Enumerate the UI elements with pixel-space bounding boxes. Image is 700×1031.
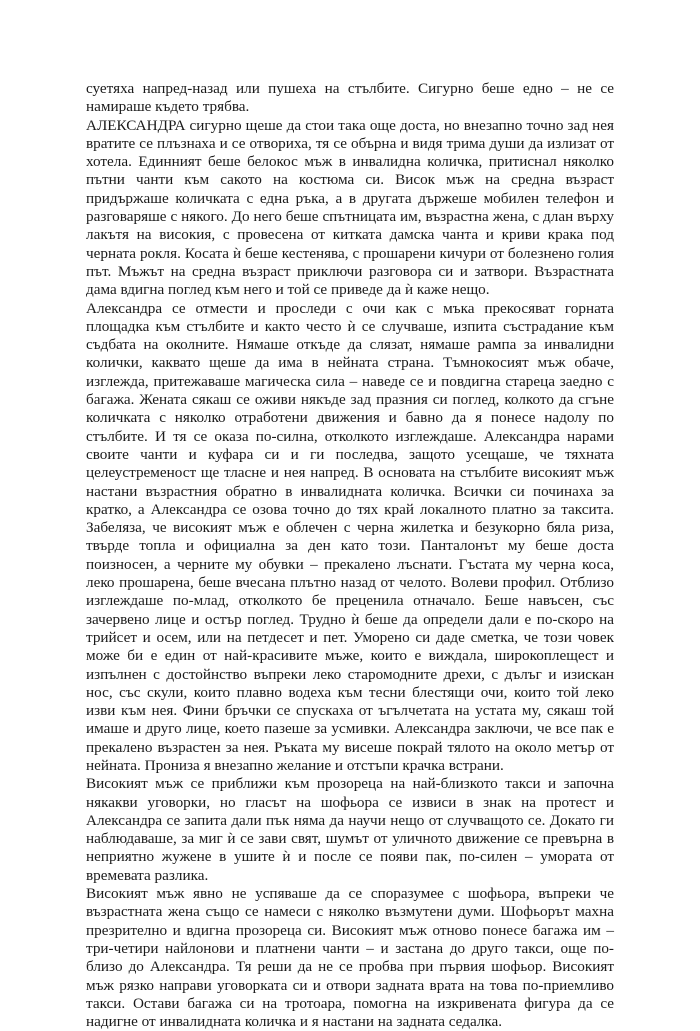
paragraph-4: Високият мъж се приближи към прозореца на най-близкото такси и започна някакви уговорки, но гласът на шофьора се извиси в знак на протест и Александра се запита дали пък няма да научи нещо от случващото се. Докато ги наблюдаваше, за миг ѝ се зави свят, шумът от уличното движение се превърна в неприятно жужене в ушите ѝ и после се появи пак, по-силен – умората от времевата разлика. — [86, 775, 614, 884]
paragraph-1: суетяха напред-назад или пушеха на стълбите. Сигурно беше едно – не се намираше където трябва. — [86, 80, 614, 116]
paragraph-5: Високият мъж явно не успяваше да се споразумее с шофьора, въпреки че възрастната жена също се намеси с няколко възмутени думи. Шофьорът махна презрително и вдигна прозореца си. Високият мъж отново понесе багажа им – три-четири найлонови и платнени чанти – и застана до друго такси, още по-близо до Александра. Тя реши да не се пробва при първия шофьор. Високият мъж рязко направи уговорката си и отвори задната врата на това по-приемливо такси. Остави багажа си на тротоара, помогна на изкривената фигура да се надигне от инвалидната количка и я настани на задната седалка. — [86, 885, 614, 1031]
paragraph-2: АЛЕКСАНДРА сигурно щеше да стои така още доста, но внезапно точно зад нея вратите се плъзнаха и се отвориха, тя се обърна и видя трима души да излизат от хотела. Единният беше белокос мъж в инвалидна количка, притиснал няколко пътни чанти към сакото на костюма си. Висок мъж на средна възраст придържаше количката с една ръка, а в другата държеше мобилен телефон и разговаряше с някого. До него беше спътницата им, възрастна жена, с длан върху лакътя на високия, с провесена от китката дамска чанта и криви крака под черната рокля. Косата ѝ беше кестенява, с прошарени кичури от болезнено голия път. Мъжът на средна възраст приключи разговора си и затвори. Възрастната дама вдигна поглед към него и той се приведе да ѝ каже нещо. — [86, 116, 614, 299]
document-page — [86, 80, 614, 1031]
paragraph-3: Александра се отмести и проследи с очи как с мъка прекосяват горната площадка към стълбите и както често ѝ се случваше, изпита състрадание към съдбата на околните. Нямаше откъде да слязат, нямаше рампа за инвалидни колички, каквато щеше да има в нейната страна. Тъмнокосият мъж обаче, изглежда, притежаваше магическа сила – наведе се и повдигна стареца заедно с багажа. Жената сякаш се оживи някъде зад празния си поглед, колкото да сгъне количката с няколко отработени движения и бавно да я понесе надолу по стълбите. И тя се оказа по-силна, отколкото изглеждаше. Александра нарами своите чанти и куфара си и ги последва, защото усещаше, че тяхната целеустременост ще тласне и нея напред. В основата на стълбите високият мъж настани възрастния обратно в инвалидната количка. Всички си починаха за кратко, а Александра се озова точно до тях край локалното платно за таксита. Забеляза, че високият мъж е облечен с черна жилетка и безукорно бяла риза, твърде топла и официална за ден като този. Панталонът му беше доста поизносен, а черните му обувки – прекалено лъснати. Гъстата му черна коса, леко прошарена, беше вчесана плътно назад от челото. Волеви профил. Отблизо изглеждаше по-млад, отколкото бе преценила отначало. Беше навъсен, със зачервено лице и остър поглед. Трудно ѝ беше да определи дали е по-скоро на трийсет и осем, или на петдесет и пет. Уморено си даде сметка, че този човек може би е един от най-красивите мъже, които е виждала, широкоплещест и изпълнен с достойнство въпреки леко старомодните дрехи, с дълъг и изискан нос, със скули, които плавно водеха към тесни блестящи очи, които той леко изви към нея. Фини бръчки се спускаха от ъгълчетата на устата му, сякаш той имаше и друго лице, което пазеше за усмивки. Александра заключи, че все пак е прекалено възрастен за нея. Ръката му висеше покрай тялото на около метър от нейната. Прониза я внезапно желание и отстъпи крачка встрани. — [86, 299, 614, 774]
